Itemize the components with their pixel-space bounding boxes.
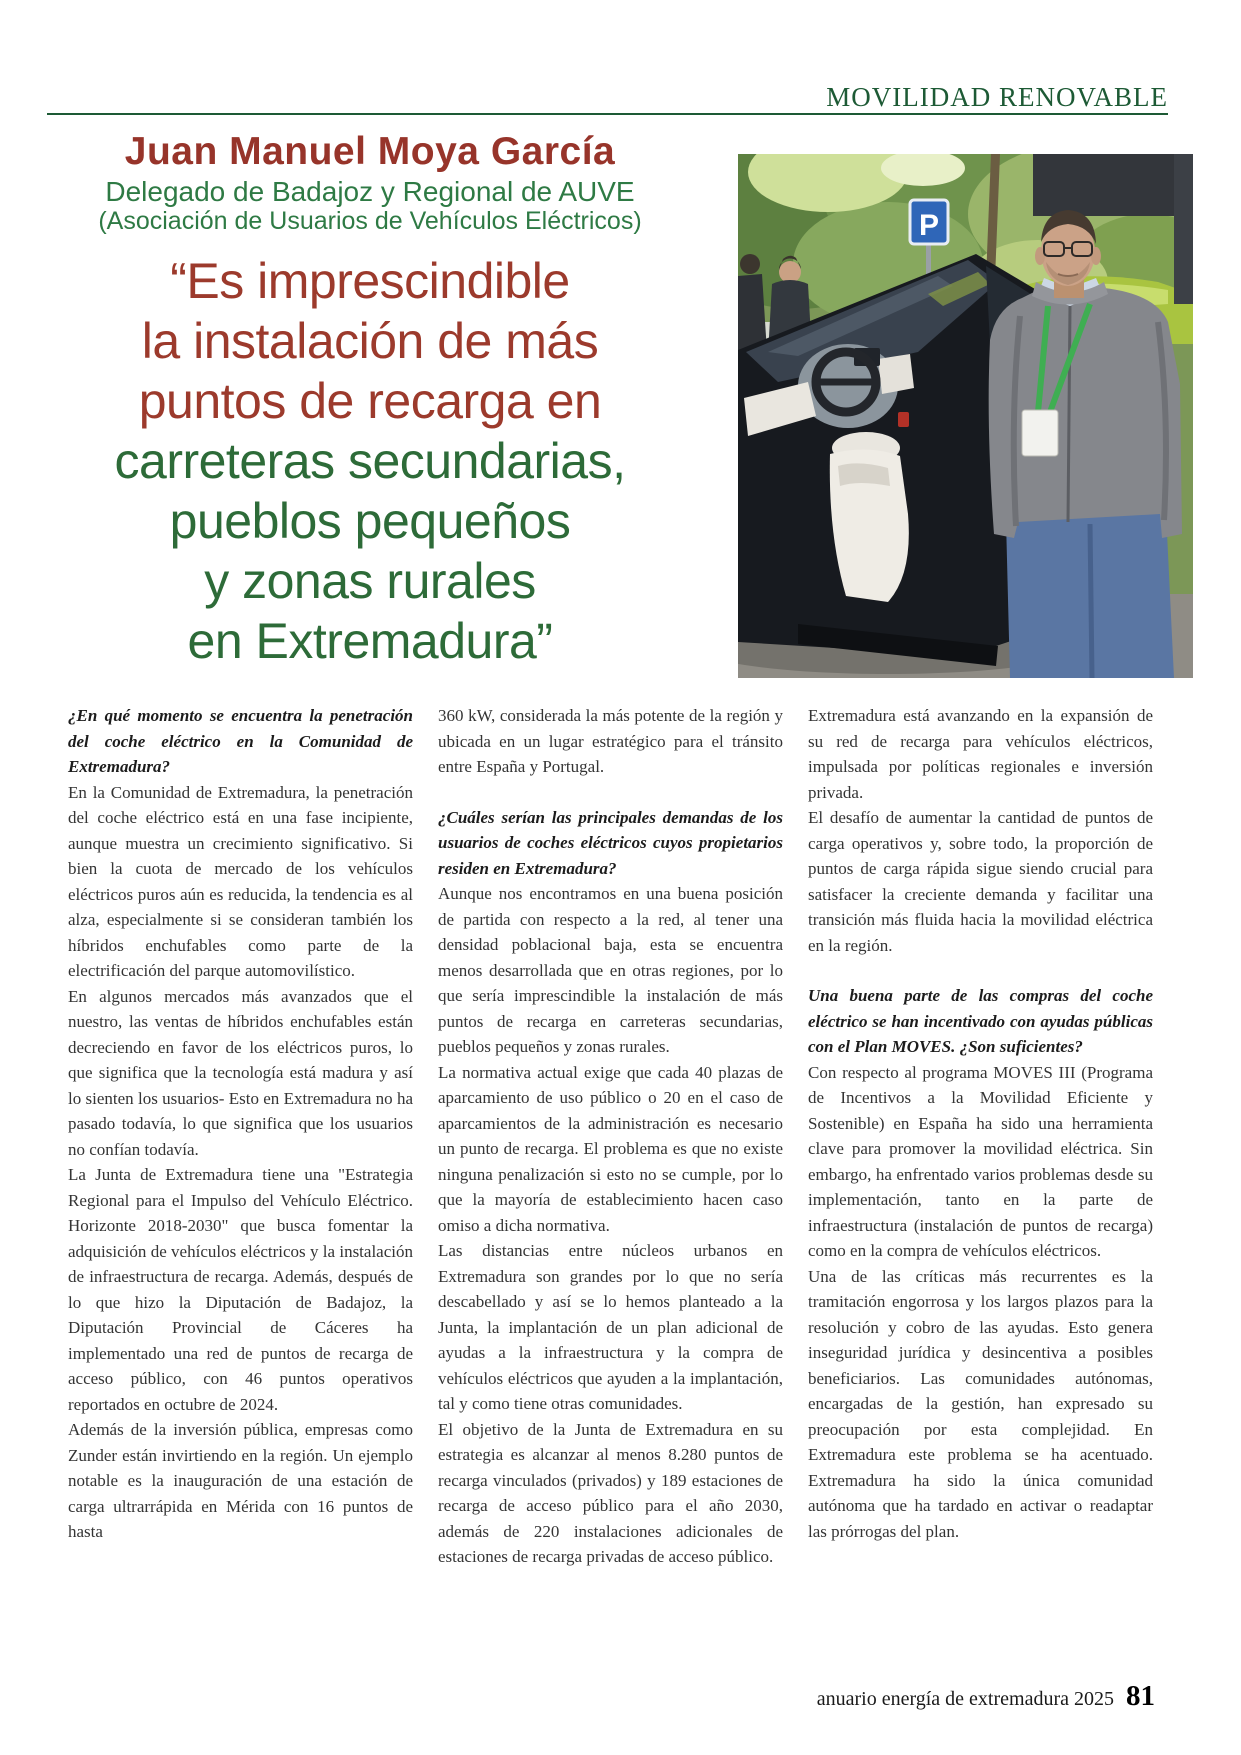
interview-question: ¿En qué momento se encuentra la penetración del coche eléctrico en la Comunidad de Extremadura?	[68, 706, 413, 776]
interview-photo	[738, 154, 1193, 678]
id-badge	[1022, 410, 1058, 456]
pull-quote-line: la instalación de más	[141, 313, 599, 369]
article-paragraph: La Junta de Extremadura tiene una "Estrategia Regional para el Impulso del Vehículo Eléctrico. Horizonte 2018-2030" que busca fomentar la adquisición de vehículos eléctricos y la instalación de infraestructura de recarga. Además, después de lo que hizo la Diputación de Badajoz, la Diputación Provincial de Cáceres ha implementado una red de puntos de recarga de acceso público, con 46 puntos operativos reportados en octubre de 2024.	[68, 1165, 413, 1414]
header-rule	[47, 113, 1168, 115]
journal-title: anuario energía de extremadura 2025	[816, 1688, 1114, 1710]
parking-sign-label: P	[918, 209, 940, 242]
article-column-3	[808, 703, 1153, 1570]
article-paragraph: Extremadura está avanzando en la expansión de su red de recarga para vehículos eléctricos, impulsada por políticas regionales e inversión privada.	[808, 706, 1153, 802]
article-paragraph: En algunos mercados más avanzados que el nuestro, las ventas de híbridos enchufables están decreciendo en favor de los eléctricos puros, lo que significa que la tecnología está madura y así lo sienten los usuarios- Esto en Extremadura no ha pasado todavía, lo que significa que los usuarios no confían todavía.	[68, 986, 413, 1159]
interview-photo-illustration	[738, 154, 1193, 678]
article-paragraph: Una de las críticas más recurrentes es la tramitación engorrosa y los largos plazos para la resolución y cobro de las ayudas. Esto genera inseguridad jurídica y desincentiva a posibles beneficiarios. Las comunidades autónomas, encargadas de la gestión, han expresado su preocupación por esta complejidad. En Extremadura este problema se ha acentuado. Extremadura ha sido la única comunidad autónoma que ha tardado en activar o readaptar las prórrogas del plan.	[808, 1266, 1153, 1541]
article-paragraph: El desafío de aumentar la cantidad de puntos de carga operativos y, sobre todo, la proporción de puntos de carga rápida sigue siendo crucial para satisfacer la creciente demanda y facilitar una transición más fluida hacia la movilidad eléctrica en la región.	[808, 808, 1153, 955]
pull-quote-line: carreteras secundarias,	[114, 433, 626, 489]
article-paragraph: En la Comunidad de Extremadura, la penetración del coche eléctrico está en una fase incipiente, aunque muestra un crecimiento significativo. Si bien la cuota de mercado de los vehículos eléctricos puros aún es reducida, la tendencia es al alza, especialmente si se consideran también los híbridos enchufables como parte de la electrificación del parque automovilístico.	[68, 782, 413, 980]
interviewee-name: Juan Manuel Moya García	[124, 130, 616, 173]
article-paragraph: 360 kW, considerada la más potente de la región y ubicada en un lugar estratégico para el tránsito entre España y Portugal.	[438, 706, 783, 776]
article-paragraph: Aunque nos encontramos en una buena posición de partida con respecto a la red, al tener una densidad poblacional baja, esta se encuentra menos desarrollada que en otras regiones, por lo que sería imprescindible la instalación de más puntos de recarga en carreteras secundarias, pueblos pequeños y zonas rurales.	[438, 884, 783, 1056]
page-footer	[817, 1680, 1155, 1713]
pull-quote-line: puntos de recarga en	[138, 373, 602, 429]
article-body	[68, 703, 1153, 1570]
door-latch	[898, 412, 909, 427]
interview-intro	[50, 130, 690, 671]
article-paragraph: Con respecto al programa MOVES III (Programa de Incentivos a la Movilidad Eficiente y Sostenible) en España ha sido una herramienta clave para promover la movilidad eléctrica. Sin embargo, ha enfrentado varios problemas desde su implementación, tanto en la parte de infraestructura (instalación de puntos de recarga) como en la compra de vehículos eléctricos.	[808, 1062, 1153, 1260]
article-paragraph: Además de la inversión pública, empresas como Zunder están invirtiendo en la región. Un ejemplo notable es la inauguración de una estación de carga ultrarrápida en Mérida con 16 puntos de hasta	[68, 1420, 413, 1541]
pull-quote	[50, 251, 690, 671]
article-paragraph: La normativa actual exige que cada 40 plazas de aparcamiento de uso público o 20 en el caso de aparcamientos de la administración es necesario un punto de recarga. El problema es que no existe ninguna penalización si esto no se cumple, por lo que la mayoría de establecimiento hacen caso omiso a dicha normativa.	[438, 1062, 783, 1235]
pull-quote-line: en Extremadura”	[187, 613, 553, 669]
pull-quote-line: pueblos pequeños	[169, 493, 571, 549]
interview-question: Una buena parte de las compras del coche eléctrico se han incentivado con ayudas públicas con el Plan MOVES. ¿Son suficientes?	[808, 986, 1153, 1056]
interview-question: ¿Cuáles serían las principales demandas de los usuarios de coches eléctricos cuyos propietarios residen en Extremadura?	[438, 807, 783, 878]
article-column-2	[438, 703, 783, 1570]
interviewee-association: (Asociación de Usuarios de Vehículos Eléctricos)	[98, 207, 642, 235]
article-paragraph: Las distancias entre núcleos urbanos en Extremadura son grandes por lo que no sería descabellado y así se lo hemos planteado a la Junta, la implantación de un plan adicional de ayudas a la infraestructura y la compra de vehículos eléctricos que ayuden a la implantación, tal y como tiene otras comunidades.	[438, 1241, 783, 1413]
section-kicker: MOVILIDAD RENOVABLE	[826, 82, 1168, 112]
article-column-1	[68, 703, 413, 1570]
pull-quote-line: “Es imprescindible	[170, 253, 570, 309]
interviewee-role: Delegado de Badajoz y Regional de AUVE	[105, 176, 635, 207]
pull-quote-line: y zonas rurales	[204, 553, 536, 609]
article-paragraph: El objetivo de la Junta de Extremadura en su estrategia es alcanzar al menos 8.280 puntos de recarga vinculados (privados) y 189 estaciones de recarga de acceso público para el año 2030, además de 220 instalaciones adicionales de estaciones de recarga privadas de acceso público.	[438, 1419, 783, 1566]
page-number: 81	[1126, 1680, 1155, 1712]
